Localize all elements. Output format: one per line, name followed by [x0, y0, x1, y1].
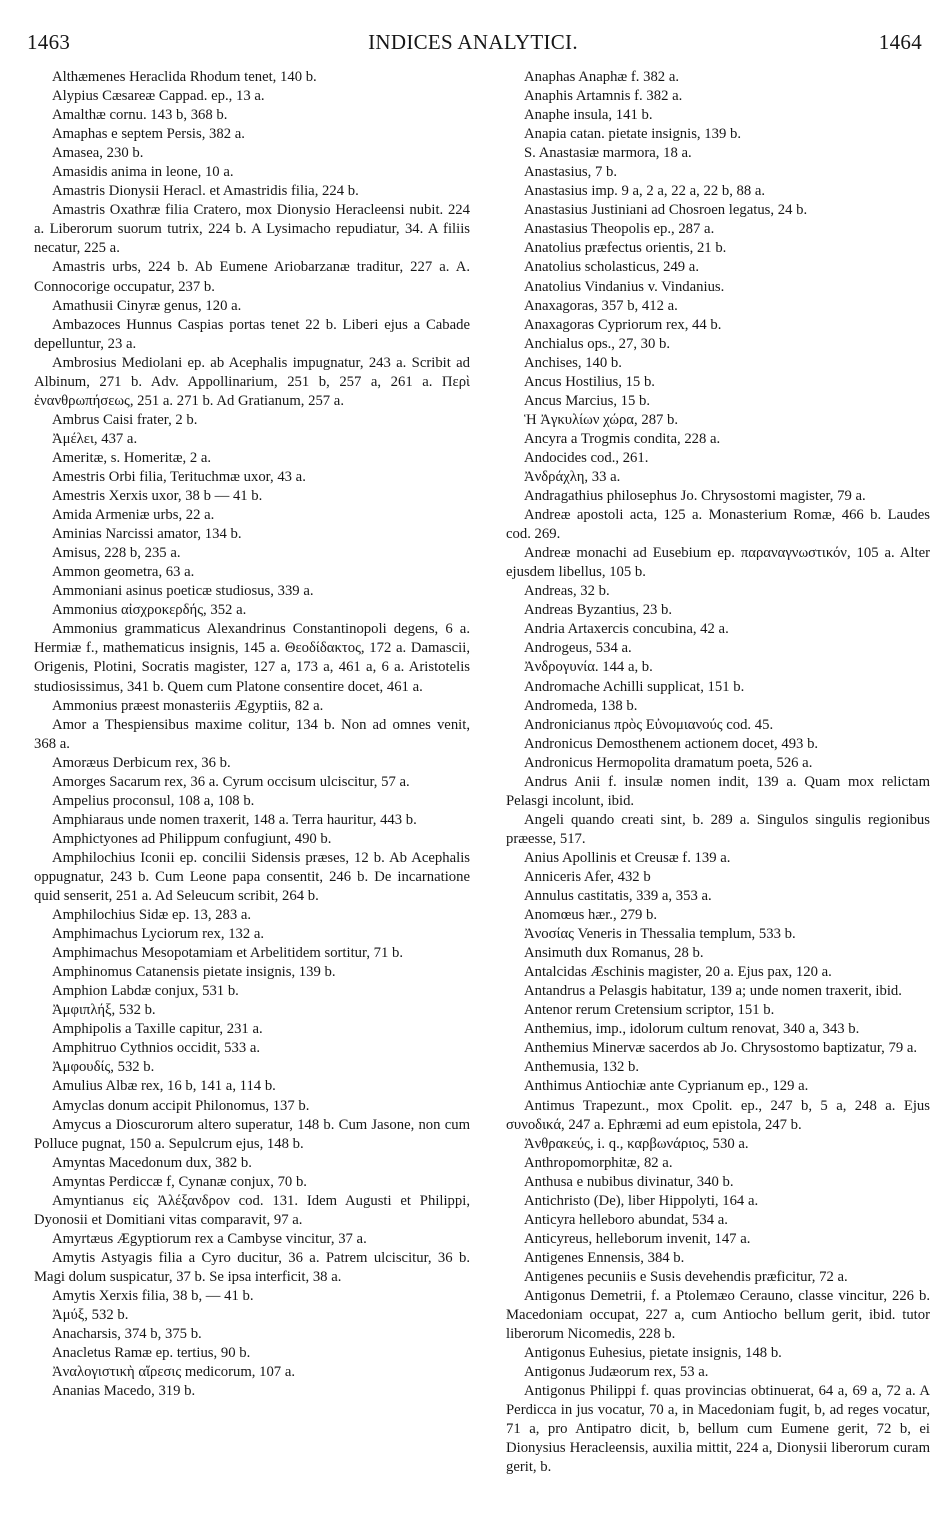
- index-entry: Anticyreus, helleborum invenit, 147 a.: [524, 1230, 751, 1247]
- index-entry: Amphilochius Sidæ ep. 13, 283 a.: [52, 907, 252, 924]
- index-entry: Amulius Albæ rex, 16 b, 141 a, 114 b.: [52, 1078, 276, 1095]
- index-entry: Amytis Xerxis filia, 38 b, — 41 b.: [52, 1288, 254, 1304]
- index-entry: Ἀνοσίας Veneris in Thessalia templum, 533 b.: [524, 926, 796, 943]
- index-entry: Anacletus Ramæ ep. tertius, 90 b.: [52, 1345, 251, 1362]
- index-entry: Amisus, 228 b, 235 a.: [52, 545, 181, 562]
- index-entry: Ἀνθρακεύς, i. q., καρβωνάριος, 530 a.: [524, 1135, 749, 1152]
- index-entry: Antigenes pecuniis e Susis devehendis præficitur, 72 a.: [524, 1268, 848, 1285]
- index-entry: Amyrtæus Ægyptiorum rex a Cambyse vincitur, 37 a.: [52, 1230, 367, 1247]
- index-entry: Andromeda, 138 b.: [524, 697, 638, 714]
- index-entry: Anthemius Minervæ sacerdos ab Jo. Chrysostomo baptizatur, 79 a.: [524, 1040, 918, 1057]
- index-entry: Amyntas Perdiccæ f, Cynanæ conjux, 70 b.: [52, 1173, 307, 1190]
- index-entry: Antigenes Ennensis, 384 b.: [524, 1249, 685, 1266]
- index-entry: Andragathius philosephus Jo. Chrysostomi magister, 79 a.: [524, 488, 866, 505]
- index-entry: Amphipolis a Taxille capitur, 231 a.: [52, 1021, 263, 1038]
- index-entry: Anthropomorphitæ, 82 a.: [524, 1154, 673, 1171]
- index-entry: Ammonius αἰσχροκερδής, 352 a.: [52, 602, 247, 619]
- index-entry: Amoræus Derbicum rex, 36 b.: [52, 754, 231, 771]
- index-entry: Ammoniani asinus poeticæ studiosus, 339 a.: [52, 583, 314, 600]
- index-entry: Ambrus Caisi frater, 2 b.: [52, 411, 198, 428]
- index-entry: Antimus Trapezunt., mox Cpolit. ep., 247 b, 5 a, 248 a. Ejus συνοδικά, 247 a. Ephræmi ad eum epistola, 247 b.: [506, 1097, 930, 1133]
- index-entry: Amorges Sacarum rex, 36 a. Cyrum occisum ulciscitur, 57 a.: [52, 773, 410, 790]
- index-entry: Ἀμέλει, 437 a.: [52, 430, 138, 447]
- index-entry: Anaxagoras, 357 b, 412 a.: [524, 297, 678, 314]
- index-entry: Andria Artaxercis concubina, 42 a.: [524, 621, 729, 638]
- index-entry: Androgeus, 534 a.: [524, 640, 632, 657]
- index-entry: Andocides cod., 261.: [524, 449, 649, 466]
- index-entry: Anastasius Justiniani ad Chosroen legatus, 24 b.: [524, 202, 808, 219]
- index-entry: Anaphis Artamnis f. 382 a.: [524, 88, 683, 105]
- index-entry: Amalthæ cornu. 143 b, 368 b.: [52, 107, 228, 124]
- index-entry: Amycus a Dioscurorum altero superatur, 148 b. Cum Jasone, non cum Polluce pugnat, 150 a. Sepulcrum ejus, 148 b.: [34, 1116, 470, 1152]
- index-entry: Ancyra a Trogmis condita, 228 a.: [524, 430, 721, 447]
- index-entry: Amor a Thespiensibus maxime colitur, 134 b. Non ad omnes venit, 368 a.: [34, 716, 470, 752]
- index-entry: Ἀμφιπλήξ, 532 b.: [52, 1002, 156, 1019]
- index-entry: Ameritæ, s. Homeritæ, 2 a.: [52, 449, 212, 466]
- index-entry: Alypius Cæsareæ Cappad. ep., 13 a.: [52, 88, 265, 105]
- index-entry: Ancus Marcius, 15 b.: [524, 392, 651, 409]
- index-entry: Annulus castitatis, 339 a, 353 a.: [524, 888, 712, 905]
- index-entry: Anthimus Antiochiæ ante Cyprianum ep., 129 a.: [524, 1078, 809, 1095]
- index-entry: Ancus Hostilius, 15 b.: [524, 373, 655, 390]
- index-entry: Ambrosius Mediolani ep. ab Acephalis impugnatur, 243 a. Scribit ad Albinum, 271 b. Adv. Appollinarium, 251 b, 257 a, 261 a. Περὶ ἐνανθρωπήσεως, 251 a. 271 b. Ad Gratianum, 257 a.: [34, 354, 470, 409]
- index-entry: Anapia catan. pietate insignis, 139 b.: [524, 126, 741, 143]
- index-entry: Amestris Xerxis uxor, 38 b — 41 b.: [52, 488, 263, 505]
- index-entry: Anthemusia, 132 b.: [524, 1059, 640, 1076]
- index-entry: Ampelius proconsul, 108 a, 108 b.: [52, 792, 255, 809]
- index-entry: Anticyra helleboro abundat, 534 a.: [524, 1211, 728, 1228]
- index-entry: Anaphas Anaphæ f. 382 a.: [524, 69, 680, 85]
- index-entry: Ambazoces Hunnus Caspias portas tenet 22 b. Liberi ejus a Cabade depelluntur, 23 a.: [34, 316, 470, 352]
- index-entry: Ἡ Ἀγκυλίων χώρα, 287 b.: [524, 411, 679, 428]
- index-entry: Amestris Orbi filia, Terituchmæ uxor, 43 a.: [52, 468, 306, 485]
- index-entry: Ananias Macedo, 319 b.: [52, 1383, 196, 1400]
- index-entry: Anius Apollinis et Creusæ f. 139 a.: [524, 849, 731, 866]
- index-entry: Anchises, 140 b.: [524, 354, 622, 371]
- page-number-left: 1463: [27, 30, 71, 54]
- index-entry: Antalcidas Æschinis magister, 20 a. Ejus pax, 120 a.: [524, 964, 832, 981]
- index-entry: Antigonus Philippi f. quas provincias obtinuerat, 64 a, 69 a, 72 a. A Perdicca in jus vocatur, 70 a, in Macedoniam fugit, b, ad reges vocatur, 71 a, pro Antipatro dicit, b, bellum cum Eumene gerit, 72 b, ei Dionysius Heracleensis, auxilia mittit, 224 a, Dionysii liberorum curam gerit, b.: [506, 1383, 930, 1476]
- index-entry: Anomœus hær., 279 b.: [524, 907, 658, 924]
- index-entry: Andreæ monachi ad Eusebium ep. παραναγνωστικόν, 105 a. Alter ejusdem libellus, 105 b.: [506, 545, 930, 581]
- index-entry: Andronicus Demosthenem actionem docet, 493 b.: [524, 735, 819, 752]
- index-entry: Anatolius præfectus orientis, 21 b.: [524, 240, 727, 257]
- index-entry: Andreas, 32 b.: [524, 583, 610, 600]
- index-entry: Amasea, 230 b.: [52, 145, 144, 162]
- index-entry: Anatolius Vindanius v. Vindanius.: [524, 278, 725, 295]
- index-entry: Amphion Labdæ conjux, 531 b.: [52, 983, 239, 1000]
- index-entry: Anaphe insula, 141 b.: [524, 107, 653, 124]
- index-entry: S. Anastasiæ marmora, 18 a.: [524, 145, 692, 162]
- index-entry: Anaxagoras Cypriorum rex, 44 b.: [524, 316, 722, 333]
- index-entry: Ἀμύξ, 532 b.: [52, 1307, 129, 1324]
- index-entry: Anastasius Theopolis ep., 287 a.: [524, 221, 715, 238]
- index-entry: Anacharsis, 374 b, 375 b.: [52, 1326, 202, 1343]
- index-entry: Ἀνδρογυνία. 144 a, b.: [524, 659, 653, 676]
- index-entry: Andrus Anii f. insulæ nomen indit, 139 a. Quam mox relictam Pelasgi incolunt, ibid.: [506, 773, 930, 809]
- index-entry: Amphinomus Catanensis pietate insignis, 139 b.: [52, 964, 336, 981]
- index-entry: Althæmenes Heraclida Rhodum tenet, 140 b.: [52, 69, 317, 85]
- index-entry: Ἀμφουδίς, 532 b.: [52, 1059, 155, 1076]
- index-entry: Amyntianus εἰς Ἀλέξανδρον cod. 131. Idem Augusti et Philippi, Dyonosii et Domitiani vitas comparavit, 97 a.: [34, 1192, 470, 1228]
- index-entry: Anchialus ops., 27, 30 b.: [524, 335, 671, 352]
- index-entry: Ammonius grammaticus Alexandrinus Constantinopoli degens, 6 a. Hermiæ f., mathematicus insignis, 145 a. Θεοδίδακτος, 172 a. Damascii, Origenis, Plotini, Socratis magister, 127 a, 173 a, 461 a, 6 a. Aristotelis studiosissimus, 341 b. Quem cum Platone consentire docet, 461 a.: [34, 621, 470, 695]
- index-entry: Andronicus Hermopolita dramatum poeta, 526 a.: [524, 754, 813, 771]
- index-entry: Antichristo (De), liber Hippolyti, 164 a.: [524, 1192, 759, 1209]
- index-entry: Ἀναλογιστικὴ αἵρεσις medicorum, 107 a.: [52, 1364, 296, 1381]
- index-entry: Anatolius scholasticus, 249 a.: [524, 259, 700, 276]
- index-entry: Amyclas donum accipit Philonomus, 137 b.: [52, 1097, 310, 1114]
- index-entry: Antandrus a Pelasgis habitatur, 139 a; unde nomen traxerit, ibid.: [524, 983, 902, 1000]
- index-entry: Anniceris Afer, 432 b: [524, 868, 651, 885]
- index-entry: Aminias Narcissi amator, 134 b.: [52, 526, 242, 543]
- index-entry: Anthusa e nubibus divinatur, 340 b.: [524, 1173, 734, 1190]
- index-entry: Amastris Oxathræ filia Cratero, mox Dionysio Heracleensi nubit. 224 a. Liberorum suorum tutrix, 224 b. A Lysimacho repudiatur, 34. A filiis necatur, 225 a.: [34, 202, 470, 257]
- index-entry: Andronicianus πρὸς Εὐνομιανούς cod. 45.: [524, 716, 774, 733]
- index-column-right: [506, 68, 930, 1477]
- index-entry: Ammonius præest monasteriis Ægyptiis, 82 a.: [52, 697, 324, 714]
- index-column-left: [34, 68, 470, 1401]
- index-entry: Anastasius, 7 b.: [524, 164, 618, 181]
- index-entry: Amastris urbs, 224 b. Ab Eumene Ariobarzanæ traditur, 227 a. A. Connocorige occupatur, 237 b.: [34, 259, 470, 295]
- index-entry: Amphilochius Iconii ep. concilii Sidensis præses, 12 b. Ab Acephalis oppugnatur, 243 b. Cum Leone papa consentit, 246 b. De incarnatione quid senserit, 251 a. Ad Seleucum scribit, 264 b.: [34, 849, 470, 905]
- index-entry: Amytis Astyagis filia a Cyro ducitur, 36 a. Patrem ulciscitur, 36 b. Magi dolum suspicatur, 37 b. Se ipsa interficit, 38 a.: [34, 1249, 470, 1285]
- index-entry: Amphimachus Mesopotamiam et Arbelitidem sortitur, 71 b.: [52, 945, 404, 962]
- index-entry: Amathusii Cinyræ genus, 120 a.: [52, 297, 242, 314]
- index-entry: Amphimachus Lyciorum rex, 132 a.: [52, 926, 265, 943]
- index-entry: Amphiaraus unde nomen traxerit, 148 a. Terra hauritur, 443 b.: [52, 811, 417, 828]
- index-entry: Amphitruo Cythnios occidit, 533 a.: [52, 1040, 261, 1057]
- index-entry: Ἀνδράχλη, 33 a.: [524, 468, 621, 485]
- index-entry: Ammon geometra, 63 a.: [52, 564, 195, 581]
- index-entry: Angeli quando creati sint, b. 289 a. Singulos singulis regionibus præesse, 517.: [506, 811, 930, 847]
- index-entry: Antenor rerum Cretensium scriptor, 151 b.: [524, 1002, 775, 1019]
- index-entry: Anthemius, imp., idolorum cultum renovat, 340 a, 343 b.: [524, 1021, 860, 1038]
- index-entry: Ansimuth dux Romanus, 28 b.: [524, 945, 704, 962]
- index-entry: Amastris Dionysii Heracl. et Amastridis filia, 224 b.: [52, 183, 359, 200]
- page-number-right: 1464: [878, 30, 922, 54]
- index-entry: Antigonus Euhesius, pietate insignis, 148 b.: [524, 1345, 782, 1362]
- index-entry: Amphictyones ad Philippum confugiunt, 490 b.: [52, 830, 332, 847]
- index-entry: Andromache Achilli supplicat, 151 b.: [524, 678, 745, 695]
- index-entry: Andreæ apostoli acta, 125 a. Monasterium Romæ, 466 b. Laudes cod. 269.: [506, 507, 930, 543]
- index-entry: Anastasius imp. 9 a, 2 a, 22 a, 22 b, 88 a.: [524, 183, 766, 200]
- page-header: [0, 30, 946, 58]
- index-entry: Amaphas e septem Persis, 382 a.: [52, 126, 245, 143]
- index-entry: Amida Armeniæ urbs, 22 a.: [52, 507, 215, 524]
- index-entry: Andreas Byzantius, 23 b.: [524, 602, 673, 619]
- index-entry: Antigonus Demetrii, f. a Ptolemæo Cerauno, classe vincitur, 226 b. Macedoniam occupat, 227 a, cum Antiocho bellum gerit, ibid. tutor liberorum Nicomedis, 228 b.: [506, 1288, 930, 1343]
- index-entry: Antigonus Judæorum rex, 53 a.: [524, 1364, 709, 1381]
- index-entry: Amyntas Macedonum dux, 382 b.: [52, 1154, 252, 1171]
- running-title: INDICES ANALYTICI.: [368, 30, 578, 54]
- index-entry: Amasidis anima in leone, 10 a.: [52, 164, 234, 181]
